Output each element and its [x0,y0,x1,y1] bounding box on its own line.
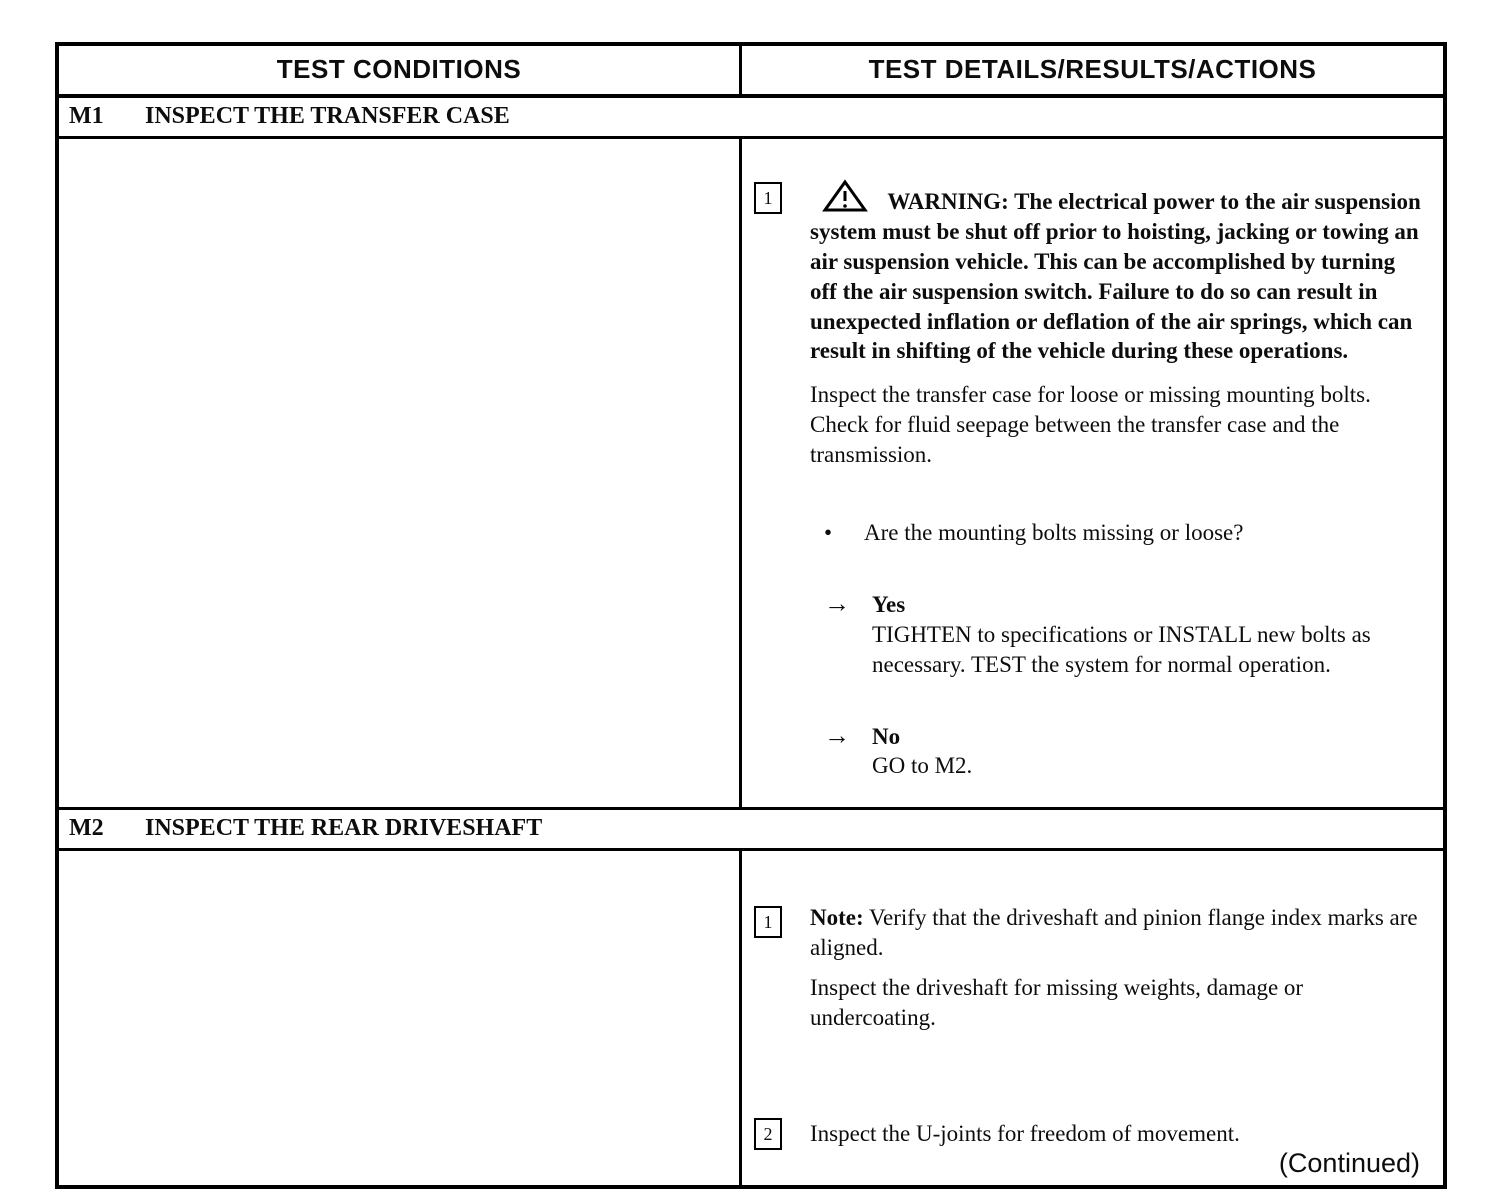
m1-step-1 [752,179,1425,781]
m1-step-1-body [810,179,1425,781]
m2-step-1 [752,903,1425,1033]
bullet-icon: • [824,520,833,546]
m1-yes-action-text [872,590,1425,680]
section-id-m1: M1 [69,103,104,129]
m2-step-1-body [810,903,1425,1033]
m2-instruction: Inspect the driveshaft for missing weights, damage or undercoating. [810,975,1304,1031]
section-id-m2: M2 [69,815,104,842]
warning-paragraph [810,179,1425,366]
arrow-right-icon: → [824,588,850,618]
m1-details-cell [742,139,1443,807]
section-content-m1 [59,139,1443,810]
section-title-text-m1: INSPECT THE TRANSFER CASE [145,103,510,129]
yes-action-description: TIGHTEN to specifications or INSTALL new bolts as necessary. TEST the system for normal operation. [872,621,1371,677]
m1-conditions-cell [59,139,742,807]
m2-step-2-body [810,1115,1425,1149]
m2-step-2 [752,1115,1425,1149]
m1-question-row [824,518,1425,548]
continued-label: (Continued) [1278,1148,1420,1178]
m1-question: Are the mounting bolts missing or loose? [864,520,1244,546]
note-text: Verify that the driveshaft and pinion flange index marks are aligned. [810,905,1418,961]
m1-no-action-block [824,722,1425,782]
m2-conditions-cell [59,851,742,1184]
section-title-m2 [59,810,1443,851]
m1-yes-action-block [824,590,1425,680]
step-number-box: 2 [754,1118,782,1150]
m2-details-cell [742,851,1443,1184]
warning-text: WARNING: The electrical power to the air suspension system must be shut off prior to hoisting, jacking or towing an air suspension vehicle. This can be accomplished by turning off the air suspension switch. Failure to do so can result in unexpected inflation or deflation of the air springs, which can result in shifting of the vehicle during these operations. [810,189,1421,364]
section-title-m1 [59,98,1443,139]
m1-instruction: Inspect the transfer case for loose or missing mounting bolts. Check for fluid seepage between the transfer case and the transmission. [810,382,1371,468]
warning-triangle-icon [822,179,868,213]
m2-note-paragraph [810,903,1425,963]
pinpoint-test-table [55,42,1447,1189]
no-action-description: GO to M2. [872,753,973,779]
header-test-details: TEST DETAILS/RESULTS/ACTIONS [868,54,1317,84]
table-header-row [59,46,1443,98]
m2-step-2-instruction: Inspect the U-joints for freedom of movement. [810,1120,1240,1146]
step-number-box: 1 [754,906,782,938]
header-test-conditions: TEST CONDITIONS [59,46,742,94]
no-label: No [872,723,901,749]
step-number-box: 1 [754,182,782,214]
arrow-right-icon: → [824,720,850,750]
section-content-m2 [59,851,1443,1184]
note-label: Note: [810,905,864,931]
yes-label: Yes [872,591,906,617]
m1-no-action-text [872,722,972,782]
section-title-text-m2: INSPECT THE REAR DRIVESHAFT [145,815,543,842]
